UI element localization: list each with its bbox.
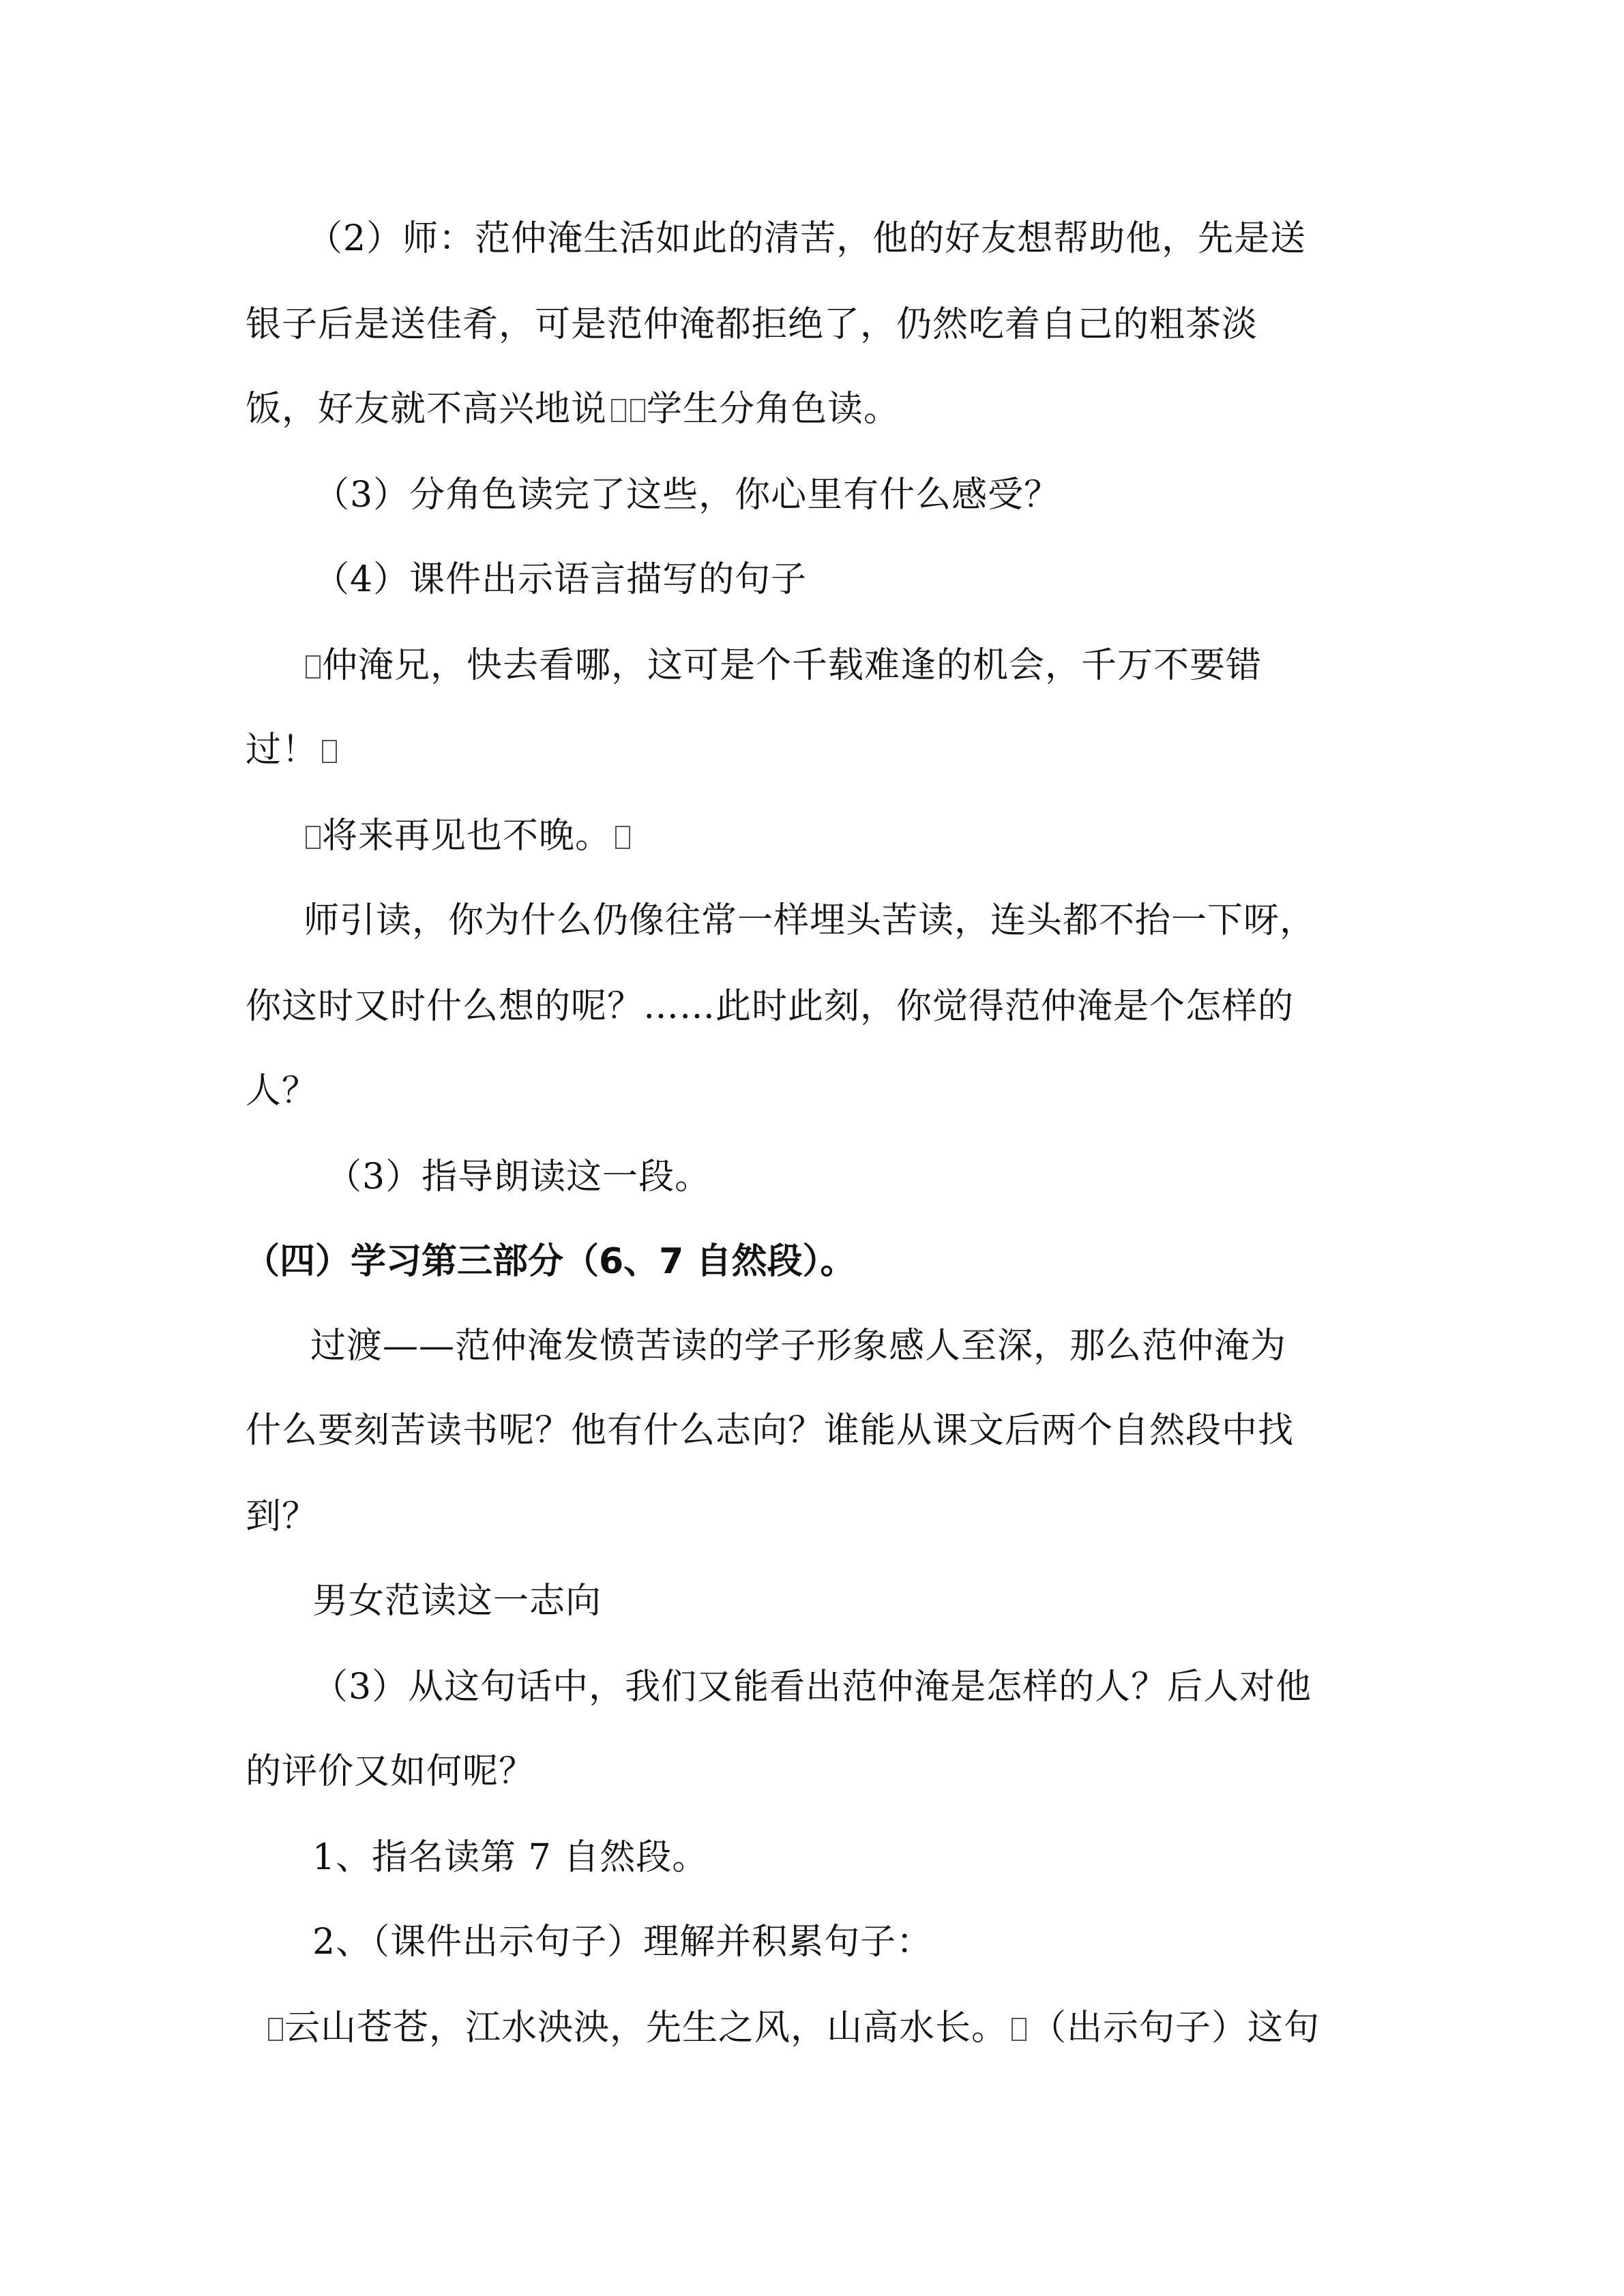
heading-text: （四）学习第三部分（6、7 自然段）。 [244,1241,856,1282]
line-text: 你这时又时什么想的呢？……此时此刻，你觉得范仲淹是个怎样的 [246,986,1295,1027]
line-text: 过！ [246,730,319,771]
line-text: （3）从这句话中，我们又能看出范仲淹是怎样的人？后人对他 [312,1667,1312,1708]
paragraph-line [246,304,1258,345]
line-text: 云山苍苍，江水泱泱，先生之风，山高水长。 [284,2008,1008,2048]
paragraph-line [246,1751,535,1792]
missing-glyph-box [611,399,626,422]
line-text: 男女范读这一志向 [312,1581,602,1622]
missing-glyph-box [630,399,645,422]
line-text: （3）分角色读完了这些，你心里有什么感受？ [314,475,1061,516]
line-text: （3）指导朗读这一段。 [326,1157,711,1197]
line-text: 2、（课件出示句子）理解并积累句子： [312,1922,933,1963]
paragraph-line [246,986,1294,1027]
line-text: （4）课件出示语言描写的句子 [314,559,808,600]
missing-glyph-box [615,826,630,849]
paragraph-line [306,816,634,856]
line-text: 的评价又如何呢？ [246,1751,535,1792]
paragraph-line [306,645,1262,686]
missing-glyph-box [268,2018,283,2041]
paragraph-line [310,1326,1286,1367]
paragraph-line [307,218,1306,259]
paragraph-line [268,2008,1320,2048]
paragraph-line [246,730,341,771]
paragraph-line [246,1410,1294,1451]
paragraph-line [312,1922,932,1963]
paragraph-line [304,900,1316,941]
paragraph-line [314,559,807,600]
line-text: 到？ [246,1496,319,1537]
line-text: 将来再见也不晚。 [322,816,612,856]
missing-glyph-box [322,740,337,763]
line-text: 过渡——范仲淹发愤苦读的学子形象感人至深，那么范仲淹为 [310,1326,1287,1367]
line-text: 仲淹兄，快去看哪，这可是个千载难逢的机会，千万不要错 [322,645,1263,686]
section-heading [244,1241,855,1282]
paragraph-line [312,1667,1312,1708]
line-text: 银子后是送佳肴，可是范仲淹都拒绝了，仍然吃着自己的粗茶淡 [246,304,1258,345]
line-text: 饭，好友就不高兴地说 [246,389,608,430]
missing-glyph-box [1012,2018,1027,2041]
missing-glyph-box [306,655,321,679]
line-text: 人？ [246,1071,319,1112]
paragraph-line [326,1157,711,1197]
paragraph-line [246,1496,318,1537]
line-text: 学生分角色读。 [647,389,900,430]
line-text: 什么要刻苦读书呢？他有什么志向？谁能从课文后两个自然段中找 [246,1410,1295,1451]
paragraph-line [314,475,1060,516]
line-text: 1、指名读第 7 自然段。 [312,1837,709,1878]
paragraph-line [246,389,900,430]
paragraph-line [312,1837,708,1878]
paragraph-line [312,1581,602,1622]
paragraph-line [246,1071,318,1112]
line-text: 师引读，你为什么仍像往常一样埋头苦读，连头都不抬一下呀， [304,900,1316,941]
missing-glyph-box [306,826,321,849]
line-text: （2）师：范仲淹生活如此的清苦，他的好友想帮助他，先是送 [307,218,1307,259]
line-text: （出示句子）这句 [1031,2008,1320,2048]
